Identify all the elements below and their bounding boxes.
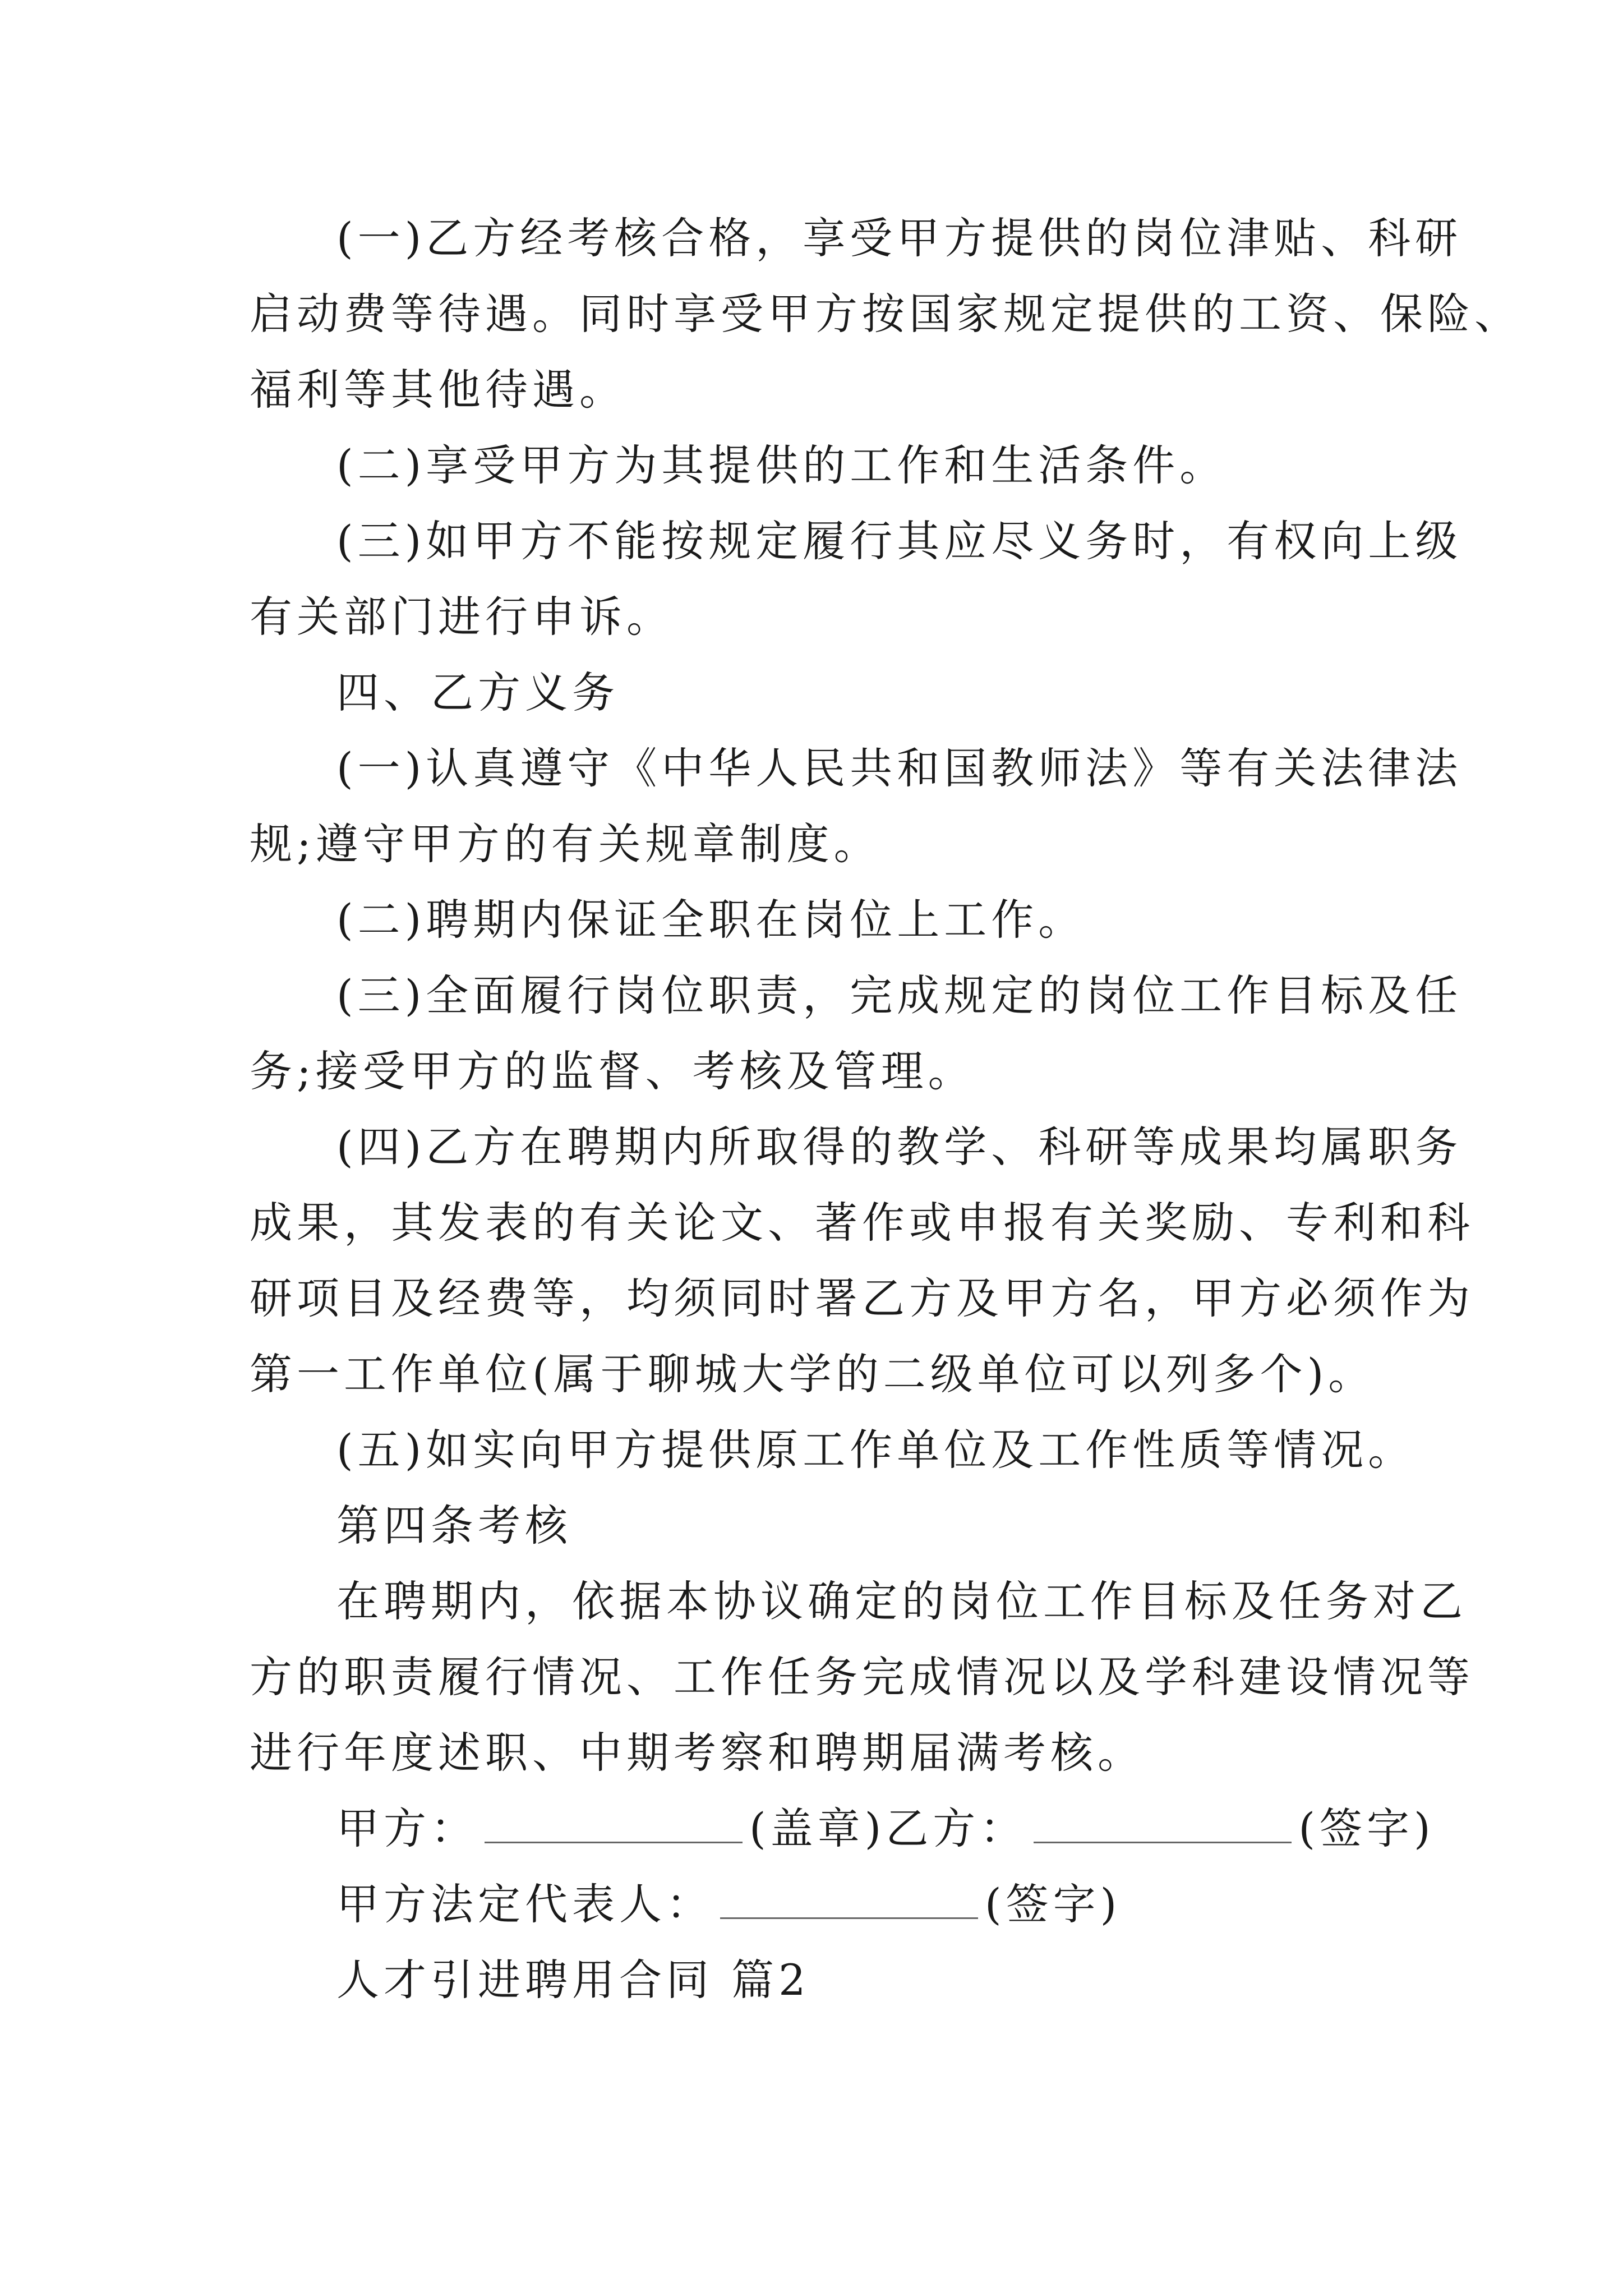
paragraph-line: (一)乙方经考核合格，享受甲方提供的岗位津贴、科研: [336, 213, 1463, 263]
next-section-title: 人才引进聘用合同 篇2: [336, 1955, 810, 2005]
representative-blank: [720, 1883, 978, 1919]
seal-note: (盖章): [749, 1803, 886, 1853]
paragraph-line: 在聘期内，依据本协议确定的岗位工作目标及任务对乙: [336, 1576, 1467, 1626]
paragraph-line: 福利等其他待遇。: [250, 365, 626, 415]
article-heading: 第四条考核: [336, 1501, 572, 1550]
party-a-label: 甲方：: [336, 1803, 478, 1853]
paragraph-line: (三)全面履行岗位职责，完成规定的岗位工作目标及任: [336, 970, 1463, 1020]
paragraph-line: (三)如甲方不能按规定履行其应尽义务时，有权向上级: [336, 516, 1463, 566]
paragraph-line: 启动费等待遇。同时享受甲方按国家规定提供的工资、保险、: [250, 289, 1521, 339]
paragraph-line: 进行年度述职、中期考察和聘期届满考核。: [250, 1728, 1145, 1778]
party-b-blank: [1034, 1807, 1292, 1843]
paragraph-line: 方的职责履行情况、工作任务完成情况以及学科建设情况等: [250, 1652, 1474, 1702]
paragraph-line: 务;接受甲方的监督、考核及管理。: [250, 1046, 975, 1096]
paragraph-line: (二)聘期内保证全职在岗位上工作。: [336, 895, 1086, 945]
paragraph-line: (四)乙方在聘期内所取得的教学、科研等成果均属职务: [336, 1122, 1463, 1172]
paragraph-line: 研项目及经费等，均须同时署乙方及甲方名，甲方必须作为: [250, 1273, 1474, 1323]
representative-label: 甲方法定代表人：: [336, 1879, 713, 1929]
paragraph-line: 有关部门进行申诉。: [250, 592, 674, 642]
paragraph-line: (二)享受甲方为其提供的工作和生活条件。: [336, 440, 1227, 490]
representative-sign-note: (签字): [985, 1879, 1122, 1929]
section-heading: 四、乙方义务: [336, 668, 619, 717]
paragraph-line: (五)如实向甲方提供原工作单位及工作性质等情况。: [336, 1425, 1415, 1475]
party-b-label: 乙方：: [886, 1803, 1027, 1853]
paragraph-line: 第一工作单位(属于聊城大学的二级单位可以列多个)。: [250, 1349, 1376, 1399]
paragraph-line: 规;遵守甲方的有关规章制度。: [250, 819, 881, 869]
party-a-blank: [485, 1807, 743, 1843]
signature-line-parties: [336, 1801, 1435, 1857]
paragraph-line: (一)认真遵守《中华人民共和国教师法》等有关法律法: [336, 743, 1463, 793]
signature-line-representative: [336, 1876, 1121, 1932]
paragraph-line: 成果，其发表的有关论文、著作或申报有关奖励、专利和科: [250, 1198, 1474, 1248]
sign-note: (签字): [1298, 1803, 1435, 1853]
